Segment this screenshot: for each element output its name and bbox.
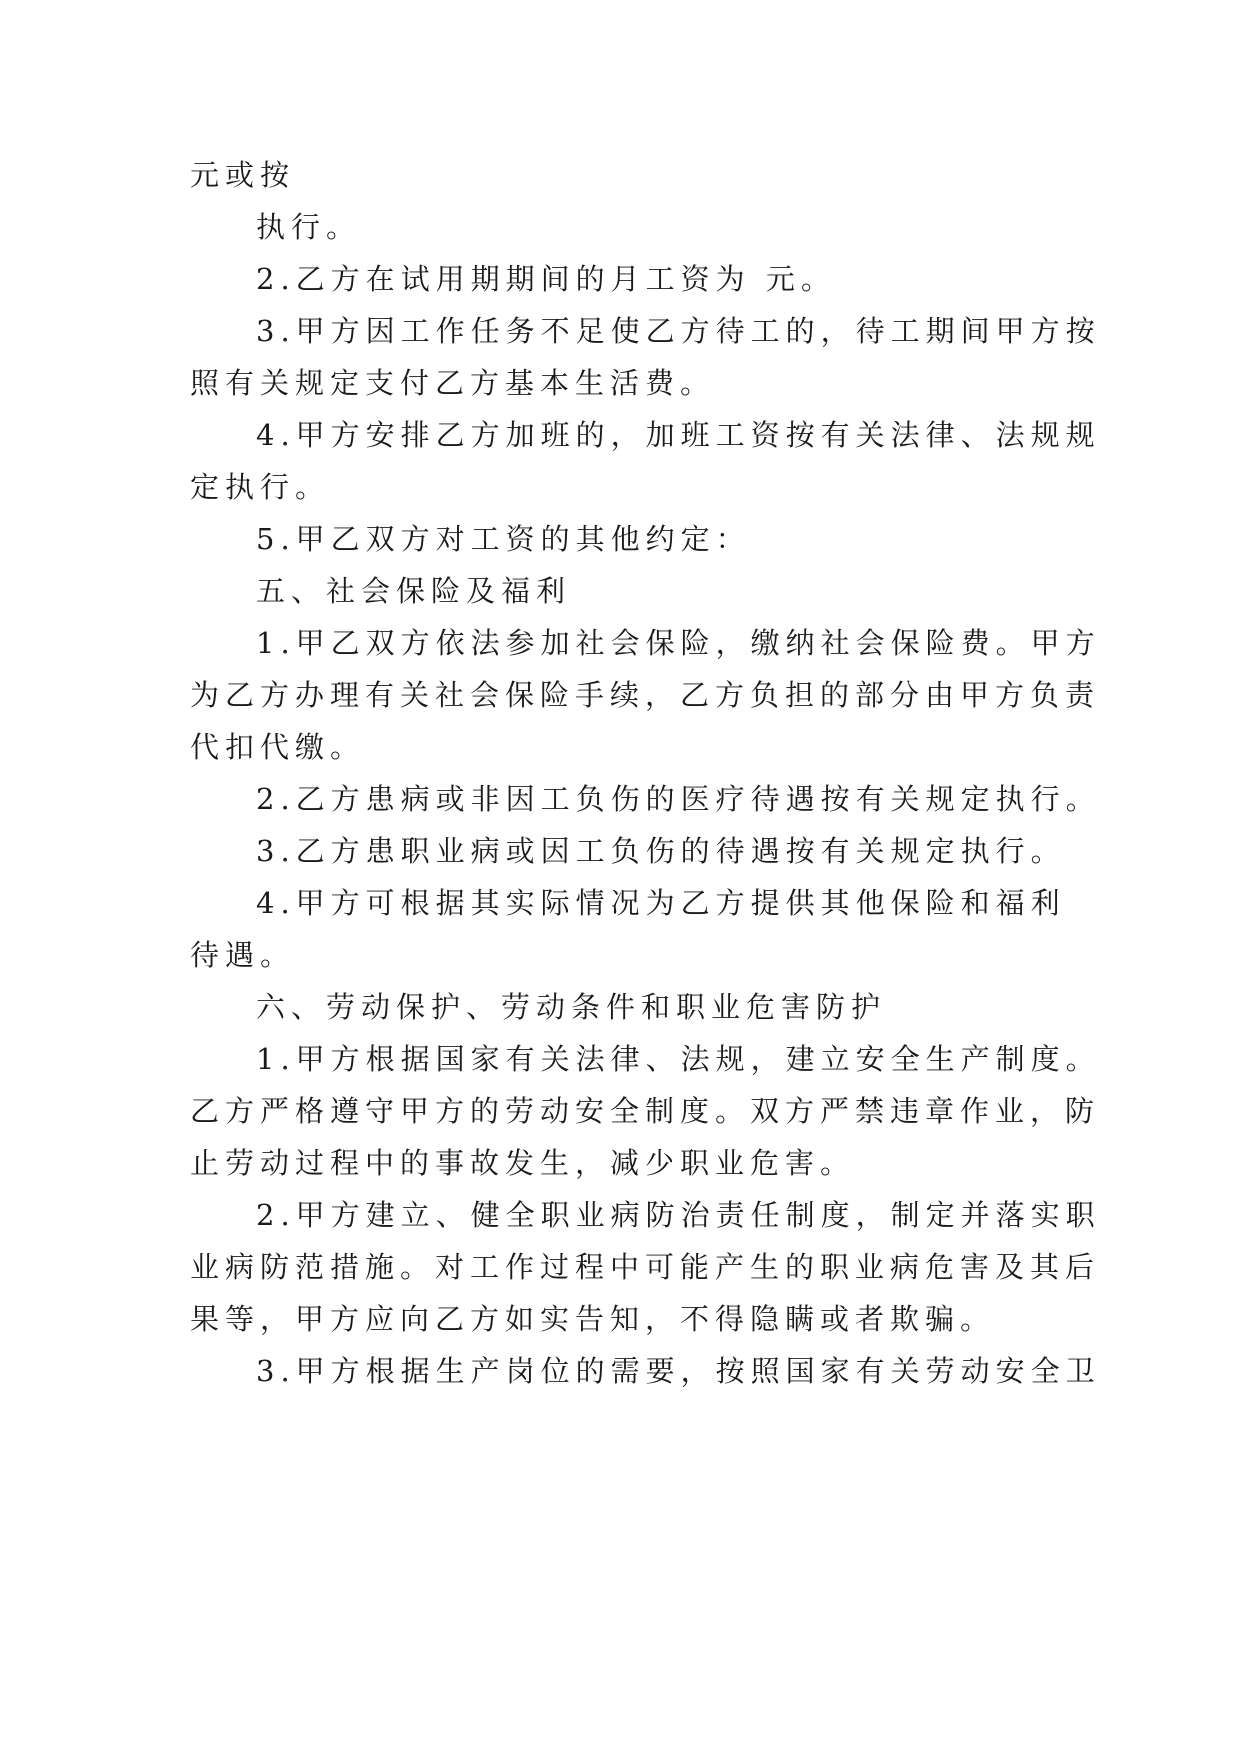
text-line: 5.甲乙双方对工资的其他约定： bbox=[256, 522, 751, 556]
text-line: 3.乙方患职业病或因工负伤的待遇按有关规定执行。 bbox=[256, 834, 1066, 868]
text-line: 乙方严格遵守甲方的劳动安全制度。双方严禁违章作业，防 bbox=[190, 1094, 1101, 1128]
text-line: 为乙方办理有关社会保险手续，乙方负担的部分由甲方负责 bbox=[190, 678, 1101, 712]
section-heading: 五、社会保险及福利 bbox=[256, 574, 572, 608]
text-line: 4.甲方安排乙方加班的，加班工资按有关法律、法规规 bbox=[256, 418, 1101, 452]
text-line: 3.甲方根据生产岗位的需要，按照国家有关劳动安全卫 bbox=[256, 1354, 1101, 1388]
text-line: 定执行。 bbox=[190, 470, 331, 504]
text-line: 待遇。 bbox=[190, 938, 296, 972]
section-heading: 六、劳动保护、劳动条件和职业危害防护 bbox=[256, 990, 887, 1024]
text-line: 1.甲乙双方依法参加社会保险，缴纳社会保险费。甲方 bbox=[256, 626, 1101, 660]
text-line: 果等，甲方应向乙方如实告知，不得隐瞒或者欺骗。 bbox=[190, 1302, 996, 1336]
text-line: 2.乙方患病或非因工负伤的医疗待遇按有关规定执行。 bbox=[256, 782, 1101, 816]
text-line: 2.甲方建立、健全职业病防治责任制度，制定并落实职 bbox=[256, 1198, 1101, 1232]
text-line: 元或按 bbox=[190, 158, 296, 192]
text-line: 代扣代缴。 bbox=[190, 730, 366, 764]
text-line: 4.甲方可根据其实际情况为乙方提供其他保险和福利 bbox=[256, 886, 1066, 920]
text-line: 止劳动过程中的事故发生，减少职业危害。 bbox=[190, 1146, 856, 1180]
text-line: 3.甲方因工作任务不足使乙方待工的，待工期间甲方按 bbox=[256, 314, 1101, 348]
text-line: 照有关规定支付乙方基本生活费。 bbox=[190, 366, 716, 400]
text-line: 2.乙方在试用期期间的月工资为 元。 bbox=[256, 262, 836, 296]
text-line: 业病防范措施。对工作过程中可能产生的职业病危害及其后 bbox=[190, 1250, 1101, 1284]
text-line: 1.甲方根据国家有关法律、法规，建立安全生产制度。 bbox=[256, 1042, 1101, 1076]
text-line: 执行。 bbox=[256, 210, 362, 244]
